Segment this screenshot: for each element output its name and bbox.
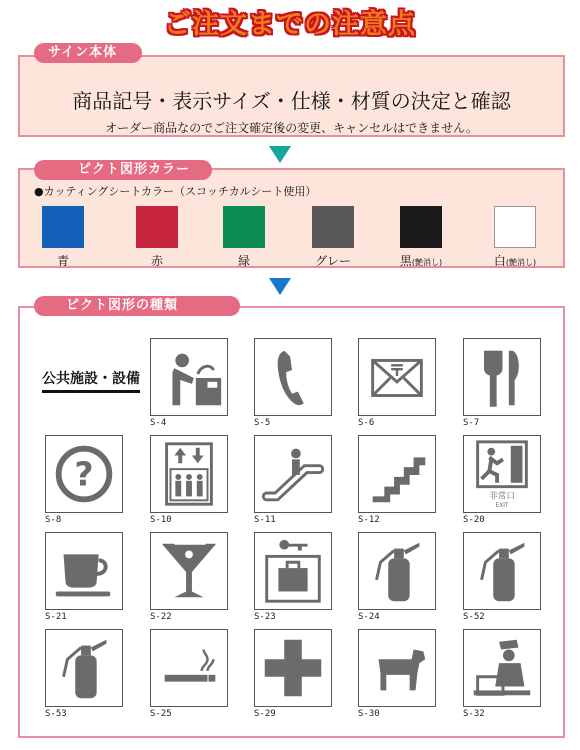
fire-extinguisher-icon bbox=[359, 533, 435, 609]
pictogram-tile bbox=[358, 435, 436, 513]
color-swatch bbox=[400, 206, 442, 248]
pict-color-panel bbox=[18, 168, 565, 268]
pictogram-code: S-8 bbox=[45, 515, 62, 525]
pict-types-panel bbox=[18, 306, 565, 738]
police-officer-icon bbox=[464, 630, 540, 706]
pictogram-code: S-11 bbox=[254, 515, 276, 525]
pictogram-code: S-29 bbox=[254, 709, 276, 719]
pictogram-code: S-52 bbox=[463, 612, 485, 622]
pictogram-tile bbox=[45, 435, 123, 513]
color-swatch bbox=[494, 206, 536, 248]
sign-body-note: オーダー商品なのでご注文確定後の変更、キャンセルはできません。 bbox=[105, 121, 478, 135]
color-swatch-label: 青 bbox=[56, 254, 69, 268]
category-underline bbox=[42, 390, 140, 393]
coffee-cup-icon bbox=[46, 533, 122, 609]
information-icon bbox=[46, 436, 122, 512]
first-aid-icon bbox=[255, 630, 331, 706]
pictogram-tile bbox=[254, 532, 332, 610]
pictogram-code: S-24 bbox=[358, 612, 380, 622]
telephone-icon bbox=[255, 339, 331, 415]
color-swatch bbox=[42, 206, 84, 248]
pictogram-tile bbox=[254, 338, 332, 416]
dog-icon bbox=[359, 630, 435, 706]
pictogram-tile bbox=[45, 629, 123, 707]
color-swatch-sublabel: (艶消し) bbox=[411, 258, 443, 267]
pictogram-tile bbox=[150, 532, 228, 610]
sign-body-panel bbox=[18, 55, 565, 137]
svg-text:?: ? bbox=[74, 454, 94, 494]
pictogram-code: S-32 bbox=[463, 709, 485, 719]
drinking-fountain-icon bbox=[151, 339, 227, 415]
pictogram-code: S-22 bbox=[150, 612, 172, 622]
pictogram-code: S-7 bbox=[463, 418, 480, 428]
pictogram-code: S-20 bbox=[463, 515, 485, 525]
fire-extinguisher-icon bbox=[464, 533, 540, 609]
pictogram-tile bbox=[463, 435, 541, 513]
pictogram-tile bbox=[358, 338, 436, 416]
color-swatch-label: 赤 bbox=[150, 254, 163, 268]
color-swatch-label: 白(艶消し) bbox=[493, 254, 537, 268]
sign-body-main-text: 商品記号・表示サイズ・仕様・材質の決定と確認 bbox=[72, 89, 511, 113]
pictogram-code: S-5 bbox=[254, 418, 271, 428]
fire-extinguisher-icon bbox=[46, 630, 122, 706]
sign-body-tab: サイン本体 bbox=[34, 43, 142, 63]
pict-color-tab: ピクト図形カラー bbox=[34, 160, 212, 180]
arrow-down-icon bbox=[269, 278, 291, 295]
category-label: 公共施設・設備 bbox=[42, 371, 140, 387]
pictogram-tile bbox=[463, 629, 541, 707]
exit-caption-jp: 非常口 bbox=[488, 491, 516, 502]
cocktail-bar-icon bbox=[151, 533, 227, 609]
escalator-icon bbox=[255, 436, 331, 512]
pict-types-tab: ピクト図形の種類 bbox=[34, 296, 240, 316]
pictogram-code: S-30 bbox=[358, 709, 380, 719]
color-swatch-label: グレー bbox=[314, 254, 351, 268]
pictogram-code: S-53 bbox=[45, 709, 67, 719]
elevator-icon bbox=[151, 436, 227, 512]
page-title: ご注文までの注意点 bbox=[164, 9, 416, 40]
color-swatch-sublabel: (艶消し) bbox=[505, 258, 537, 267]
arrow-down-icon bbox=[269, 146, 291, 163]
color-swatch bbox=[223, 206, 265, 248]
color-note: ●カッティングシートカラー（スコッチカルシート使用） bbox=[34, 185, 317, 198]
smoking-area-icon bbox=[151, 630, 227, 706]
color-swatch bbox=[312, 206, 354, 248]
pictogram-tile bbox=[463, 532, 541, 610]
stairs-icon bbox=[359, 436, 435, 512]
exit-caption-en: EXIT bbox=[495, 503, 509, 510]
restaurant-icon bbox=[464, 339, 540, 415]
pictogram-tile bbox=[358, 629, 436, 707]
pictogram-tile bbox=[254, 435, 332, 513]
pictogram-tile bbox=[254, 629, 332, 707]
pictogram-tile bbox=[150, 435, 228, 513]
pictogram-tile bbox=[150, 629, 228, 707]
color-swatch-label: 緑 bbox=[237, 254, 250, 268]
post-office-mail-icon bbox=[359, 339, 435, 415]
coin-locker-icon bbox=[255, 533, 331, 609]
pictogram-code: S-12 bbox=[358, 515, 380, 525]
emergency-exit-icon bbox=[464, 436, 540, 512]
pictogram-tile bbox=[150, 338, 228, 416]
pictogram-code: S-23 bbox=[254, 612, 276, 622]
color-swatch-label: 黒(艶消し) bbox=[399, 254, 443, 268]
color-swatch bbox=[136, 206, 178, 248]
pictogram-code: S-10 bbox=[150, 515, 172, 525]
pictogram-tile bbox=[45, 532, 123, 610]
pictogram-code: S-25 bbox=[150, 709, 172, 719]
pictogram-tile bbox=[358, 532, 436, 610]
pictogram-code: S-4 bbox=[150, 418, 167, 428]
pictogram-code: S-21 bbox=[45, 612, 67, 622]
pictogram-tile bbox=[463, 338, 541, 416]
pictogram-code: S-6 bbox=[358, 418, 375, 428]
